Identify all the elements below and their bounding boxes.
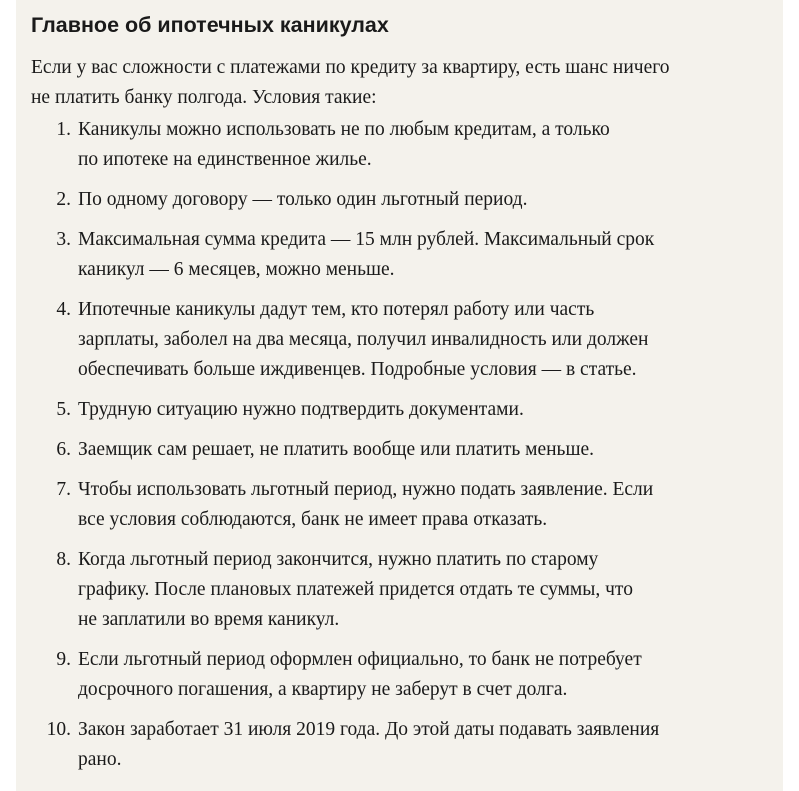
item-number: 1. <box>56 119 71 140</box>
article-heading: Главное об ипотечных каникулах <box>31 13 389 37</box>
item-line: каникул — 6 месяцев, можно меньше. <box>78 259 395 280</box>
item-line: Если льготный период оформлен официально, то банк не потребует <box>78 649 642 670</box>
item-line: Закон заработает 31 июля 2019 года. До этой даты подавать заявления <box>78 719 660 740</box>
item-line: Трудную ситуацию нужно подтвердить документами. <box>78 399 524 420</box>
item-number: 6. <box>56 439 71 460</box>
item-number: 10. <box>46 719 71 740</box>
list-item <box>31 295 776 385</box>
item-number: 2. <box>56 189 71 210</box>
article-card <box>16 0 783 791</box>
item-number: 8. <box>56 549 71 570</box>
item-line: графику. После плановых платежей придется отдать те суммы, что <box>78 579 633 600</box>
list-item <box>31 115 776 175</box>
item-line: все условия соблюдаются, банк не имеет права отказать. <box>78 509 548 530</box>
item-line: Максимальная сумма кредита — 15 млн рублей. Максимальный срок <box>78 229 655 250</box>
list-item <box>31 475 776 535</box>
item-line: Когда льготный период закончится, нужно платить по старому <box>78 549 599 570</box>
item-line: Заемщик сам решает, не платить вообще или платить меньше. <box>78 439 594 460</box>
list-item <box>31 545 776 635</box>
item-line: рано. <box>78 749 122 770</box>
item-number: 3. <box>56 229 71 250</box>
intro-line: не платить банку полгода. Условия такие: <box>31 87 377 108</box>
conditions-list <box>31 115 776 785</box>
item-line: Чтобы использовать льготный период, нужно подать заявление. Если <box>78 479 654 500</box>
list-item <box>31 225 776 285</box>
list-item <box>31 185 776 215</box>
item-line: Ипотечные каникулы дадут тем, кто потерял работу или часть <box>78 299 595 320</box>
item-line: зарплаты, заболел на два месяца, получил инвалидность или должен <box>78 329 649 350</box>
item-line: по ипотеке на единственное жилье. <box>78 149 372 170</box>
item-line: не заплатили во время каникул. <box>78 609 340 630</box>
list-item <box>31 395 776 425</box>
item-number: 7. <box>56 479 71 500</box>
item-line: досрочного погашения, а квартиру не заберут в счет долга. <box>78 679 568 700</box>
item-number: 5. <box>56 399 71 420</box>
list-item <box>31 435 776 465</box>
item-line: Каникулы можно использовать не по любым кредитам, а только <box>78 119 610 140</box>
item-number: 4. <box>56 299 71 320</box>
item-line: По одному договору — только один льготный период. <box>78 189 528 210</box>
intro-line: Если у вас сложности с платежами по кредиту за квартиру, есть шанс ничего <box>31 57 670 78</box>
item-line: обеспечивать больше иждивенцев. Подробные условия — в статье. <box>78 359 637 380</box>
item-number: 9. <box>56 649 71 670</box>
list-item <box>31 645 776 705</box>
list-item <box>31 715 776 775</box>
intro-paragraph <box>31 53 776 113</box>
